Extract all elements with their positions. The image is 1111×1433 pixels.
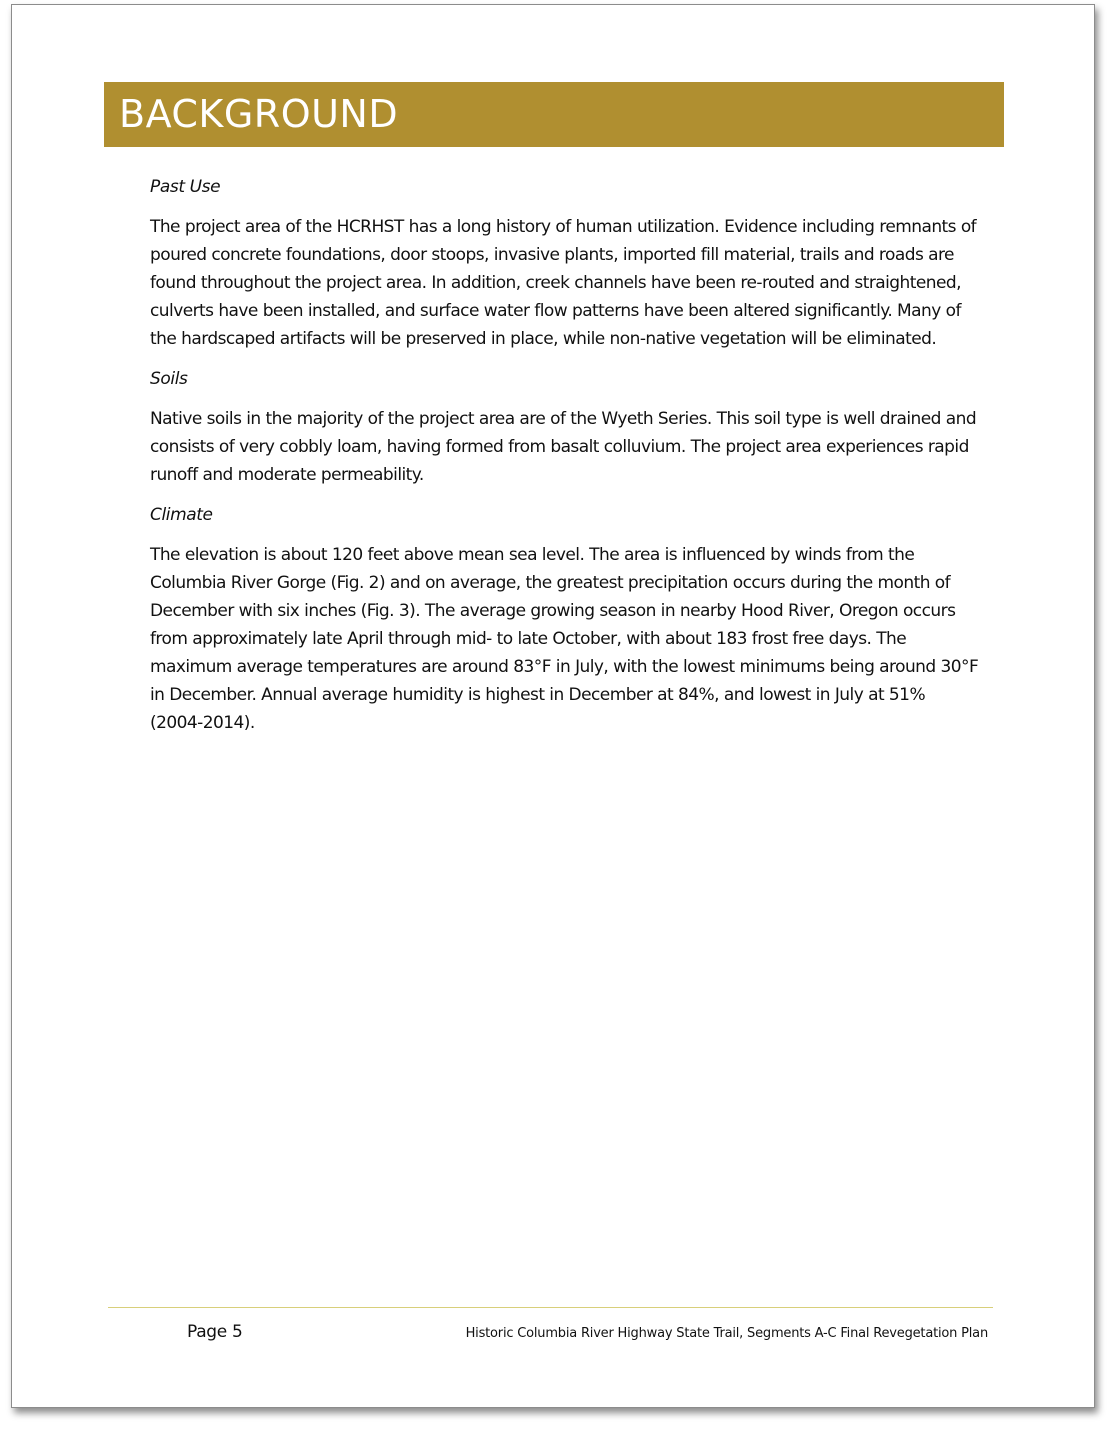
past-use-section [150,173,980,353]
document-page [11,4,1095,1408]
soils-paragraph: Native soils in the majority of the project area are of the Wyeth Series. This soil type is well drained and consists of very cobbly loam, having formed from basalt colluvium. The project area experiences rapid runoff and moderate permeability. [150,409,977,485]
section-banner [104,82,1004,147]
section-title: BACKGROUND [119,92,399,136]
climate-heading: Climate [150,505,213,525]
climate-section [150,501,980,737]
page-number: Page 5 [187,1322,243,1342]
soils-section [150,365,980,489]
past-use-paragraph: The project area of the HCRHST has a long history of human utilization. Evidence including remnants of poured concrete foundations, door stoops, invasive plants, imported fill material, trails and roads are found throughout the project area. In addition, creek channels have been re-routed and straightened, culverts have been installed, and surface water flow patterns have been altered significantly. Many of the hardscaped artifacts will be preserved in place, while non-native vegetation will be eliminated. [150,217,977,349]
page-content [150,173,980,749]
document-title: Historic Columbia River Highway State Trail, Segments A-C Final Revegetation Plan [465,1326,988,1341]
past-use-heading: Past Use [150,177,221,197]
footer-divider [108,1307,993,1308]
climate-paragraph: The elevation is about 120 feet above mean sea level. The area is influenced by winds from the Columbia River Gorge (Fig. 2) and on average, the greatest precipitation occurs during the month of December with six inches (Fig. 3). The average growing season in nearby Hood River, Oregon occurs from approximately late April through mid- to late October, with about 183 frost free days. The maximum average temperatures are around 83°F in July, with the lowest minimums being around 30°F in December. Annual average humidity is highest in December at 84%, and lowest in July at 51% (2004-2014). [150,545,979,733]
soils-heading: Soils [150,369,188,389]
